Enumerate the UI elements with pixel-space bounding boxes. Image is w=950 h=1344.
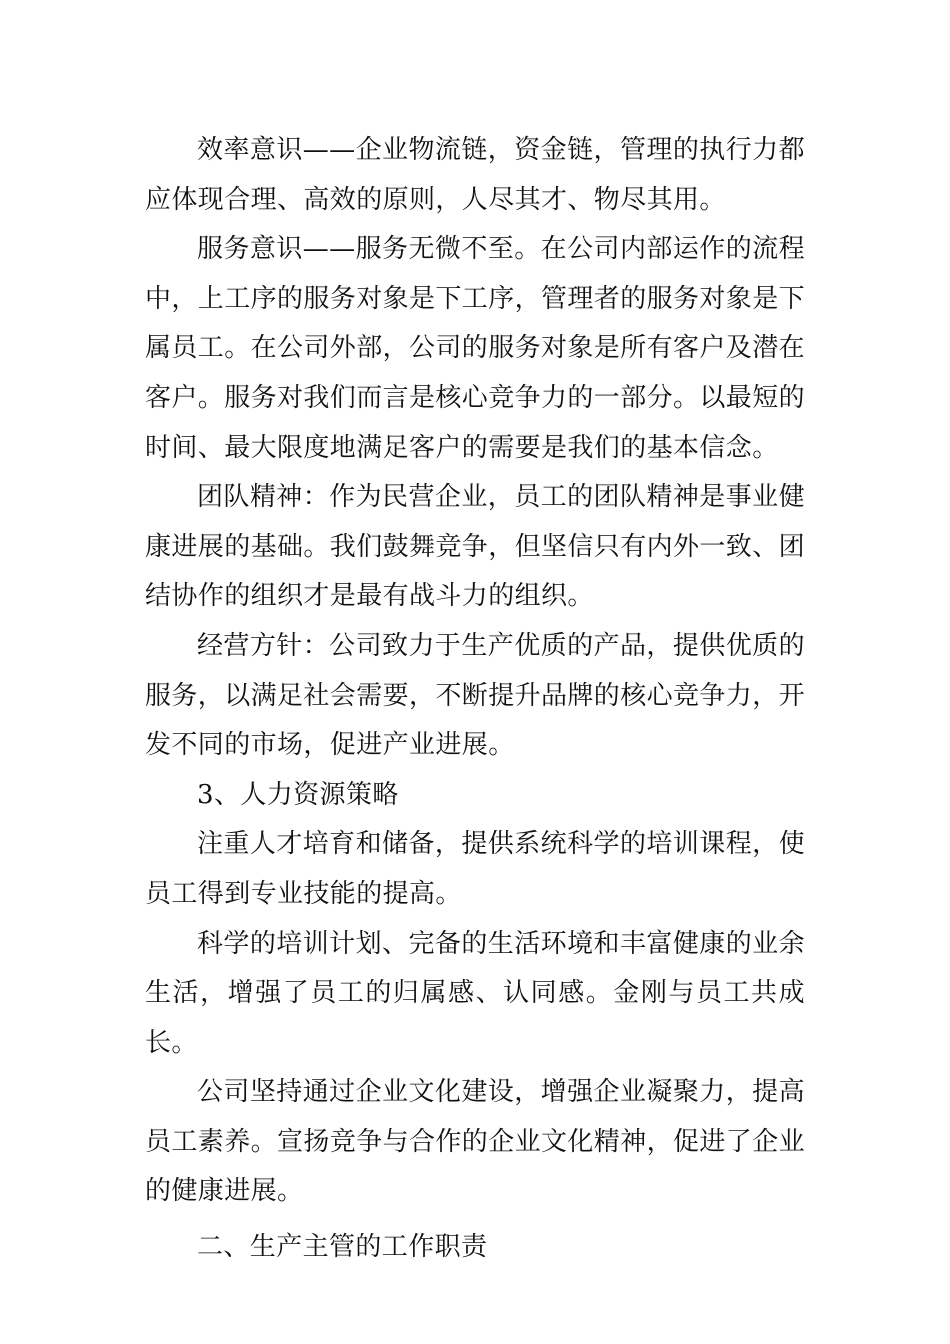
heading-hr-strategy: 3、人力资源策略 <box>197 779 399 810</box>
document-page <box>145 126 805 1273</box>
paragraph-service-awareness: 服务意识——服务无微不至。在公司内部运作的流程中，上工序的服务对象是下工序，管理者的服务对象是下属员工。在公司外部，公司的服务对象是所有客户及潜在客户。服务对我们而言是核心竞争力的一部分。以最短的时间、最大限度地满足客户的需要是我们的基本信念。 <box>145 234 806 463</box>
paragraph-talent-cultivation: 注重人才培育和储备，提供系统科学的培训课程，使员工得到专业技能的提高。 <box>145 829 805 909</box>
paragraph-efficiency-awareness: 效率意识——企业物流链，资金链，管理的执行力都应体现合理、高效的原则，人尽其才、物尽其用。 <box>145 135 805 215</box>
paragraph-business-policy: 经营方针：公司致力于生产优质的产品，提供优质的服务，以满足社会需要，不断提升品牌的核心竞争力，开发不同的市场，促进产业进展。 <box>145 630 806 761</box>
heading-production-supervisor-duties: 二、生产主管的工作职责 <box>197 1232 488 1263</box>
paragraph-team-spirit: 团队精神：作为民营企业，员工的团队精神是事业健康进展的基础。我们鼓舞竞争，但坚信只有内外一致、团结协作的组织才是最有战斗力的组织。 <box>145 482 806 612</box>
paragraph-training-plan: 科学的培训计划、完备的生活环境和丰富健康的业余生活，增强了员工的归属感、认同感。金刚与员工共成长。 <box>145 928 805 1058</box>
paragraph-corporate-culture: 公司坚持通过企业文化建设，增强企业凝聚力，提高员工素养。宣扬竞争与合作的企业文化精神，促进了企业的健康进展。 <box>145 1077 806 1207</box>
